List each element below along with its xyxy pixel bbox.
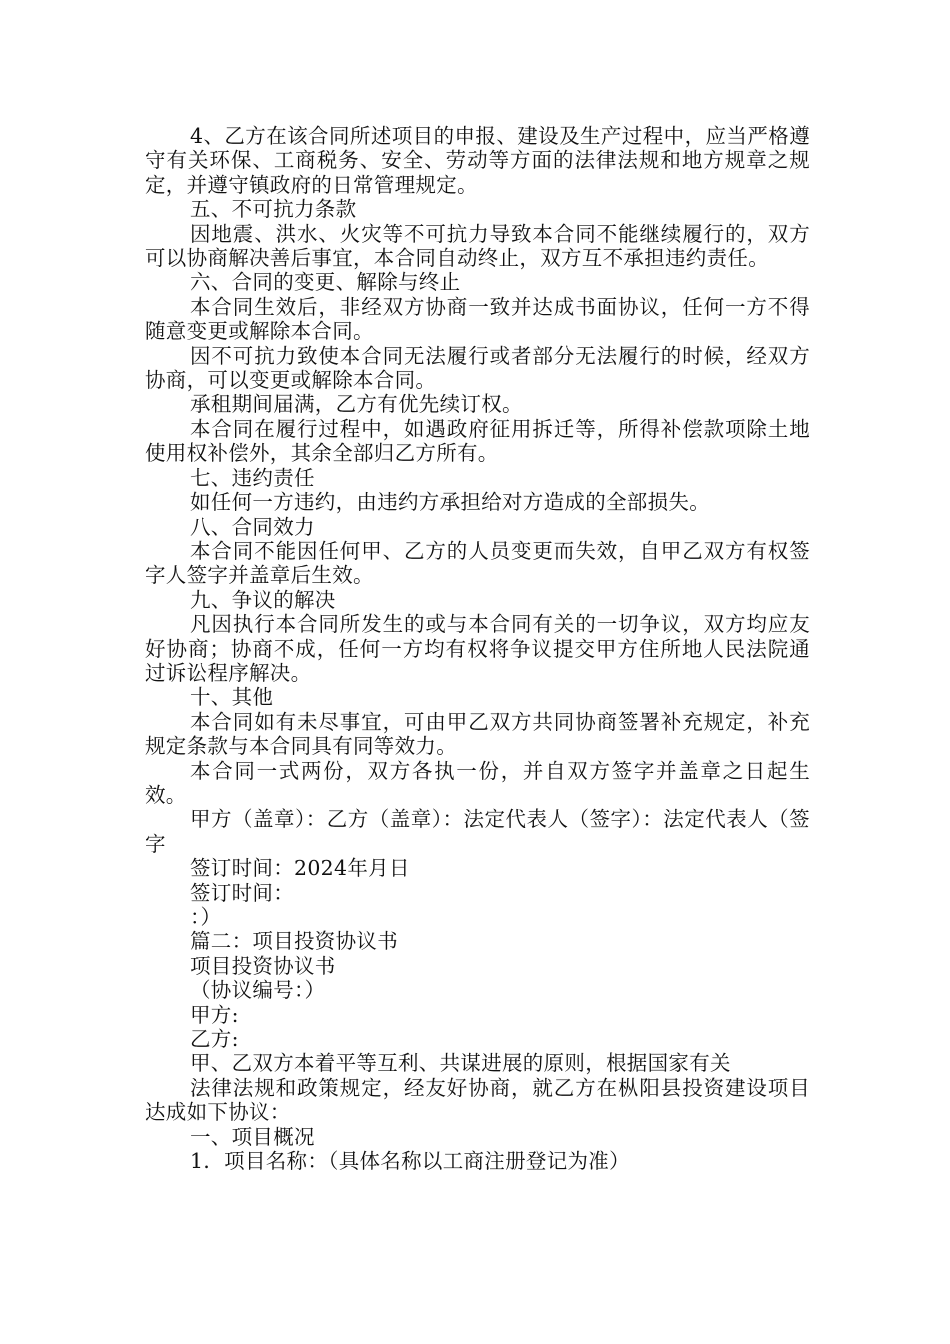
section-heading-dispute: 九、争议的解决	[190, 587, 336, 612]
change-paragraph-1: 本合同生效后，非经双方协商一致并达成书面协议，任何一方不得随意变更或解除本合同。	[145, 294, 810, 344]
renewal-paragraph: 承租期间届满，乙方有优先续订权。	[190, 392, 523, 417]
project-name-line: 1．项目名称：（具体名称以工商注册登记为准）	[190, 1149, 630, 1174]
party-b-label: 乙方:	[190, 1027, 239, 1052]
compensation-paragraph: 本合同在履行过程中，如遇政府征用拆迁等，所得补偿款项除土地使用权补偿外，其余全部归乙方所有。	[145, 416, 810, 466]
section-heading-other: 十、其他	[190, 685, 274, 710]
preamble-line-2: 法律法规和政策规定，经友好协商，就乙方在枞阳县投资建设项目达成如下协议：	[145, 1075, 810, 1125]
other-paragraph-2: 本合同一式两份，双方各执一份，并自双方签字并盖章之日起生效。	[145, 758, 810, 807]
section-heading-breach: 七、违约责任	[190, 465, 315, 490]
change-paragraph-2: 因不可抗力致使本合同无法履行或者部分无法履行的时候，经双方协商，可以变更或解除本合同。	[145, 343, 810, 393]
validity-paragraph: 本合同不能因任何甲、乙方的人员变更而失效，自甲乙双方有权签字人签字并盖章后生效。	[145, 538, 810, 588]
other-paragraph-1: 本合同如有未尽事宜，可由甲乙双方共同协商签署补充规定，补充规定条款与本合同具有同等效力。	[145, 709, 810, 759]
section-heading-change-termination: 六、合同的变更、解除与终止	[190, 270, 461, 295]
dispute-paragraph: 凡因执行本合同所发生的或与本合同有关的一切争议，双方均应友好协商；协商不成，任何一方均有权将争议提交甲方住所地人民法院通过诉讼程序解决。	[145, 612, 810, 685]
chapter-two-heading: 篇二：项目投资协议书	[190, 929, 398, 954]
force-majeure-paragraph: 因地震、洪水、火灾等不可抗力导致本合同不能继续履行的，双方可以协商解决善后事宜，本合同自动终止，双方互不承担违约责任。	[145, 221, 810, 271]
signature-parties-line: 甲方（盖章）：乙方（盖章）：法定代表人（签字）：法定代表人（签字	[145, 807, 810, 856]
signing-time-line: 签订时间：	[190, 880, 294, 905]
document-body	[145, 124, 810, 1173]
preamble-line-1: 甲、乙双方本着平等互利、共谋进展的原则，根据国家有关	[190, 1051, 731, 1076]
section-heading-validity: 八、合同效力	[190, 514, 315, 539]
section-heading-project-overview: 一、项目概况	[190, 1124, 315, 1149]
agreement-number: （协议编号：）	[190, 978, 326, 1003]
agreement-title: 项目投资协议书	[190, 953, 336, 978]
clause-4-environmental-compliance: 4、乙方在该合同所述项目的申报、建设及生产过程中，应当严格遵守有关环保、工商税务、安全、劳动等方面的法律法规和地方规章之规定，并遵守镇政府的日常管理规定。	[145, 124, 810, 197]
party-a-label: 甲方:	[190, 1002, 239, 1027]
signing-date-line: 签订时间：2024年月日	[190, 856, 410, 881]
section-heading-force-majeure: 五、不可抗力条款	[190, 197, 357, 222]
breach-paragraph: 如任何一方违约，由违约方承担给对方造成的全部损失。	[190, 490, 710, 515]
signature-closing-line: ：）	[190, 905, 222, 929]
